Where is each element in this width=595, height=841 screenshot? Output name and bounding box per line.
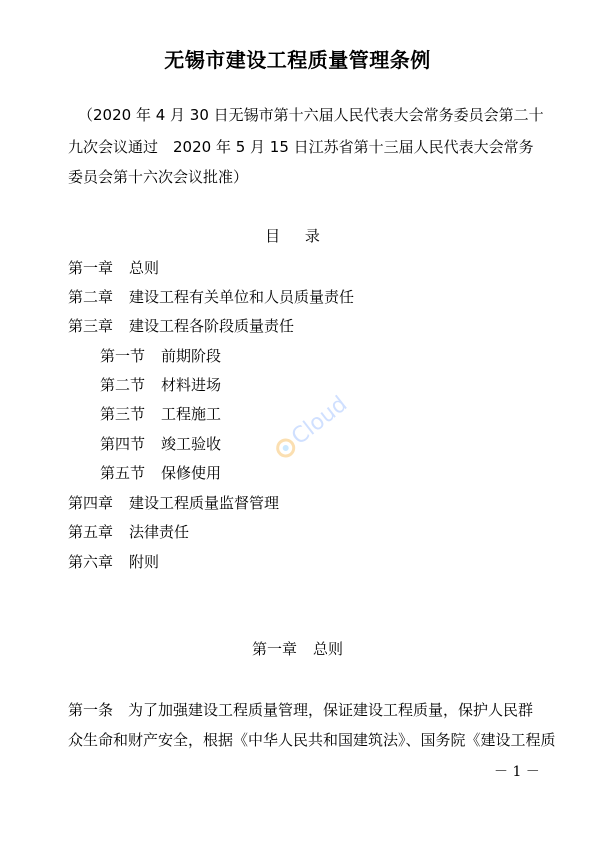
toc-item-number: 第二章: [68, 288, 114, 306]
toc-item-label: 总则: [129, 259, 160, 277]
toc-item-number: 第四章: [68, 494, 114, 512]
document-title: 无锡市建设工程质量管理条例: [164, 48, 431, 72]
toc-item: [68, 315, 294, 336]
chapter-label: 总则: [313, 640, 344, 658]
toc-item: [100, 345, 221, 366]
toc-item-label: 附则: [129, 553, 160, 571]
toc-item-number: 第六章: [68, 553, 114, 571]
toc-item-number: 第三节: [100, 405, 146, 423]
toc-item-label: 材料进场: [161, 376, 222, 394]
toc-item-label: 工程施工: [161, 405, 222, 423]
toc-item-number: 第一章: [68, 259, 114, 277]
article-1-line-2: 众生命和财产安全，根据《中华人民共和国建筑法》、国务院《建设工程质: [68, 731, 556, 749]
adoption-note-line-2: 九次会议通过 2020 年 5 月 15 日江苏省第十三届人民代表大会常务: [68, 138, 534, 156]
toc-item-label: 竣工验收: [161, 435, 222, 453]
toc-item-number: 第一节: [100, 347, 146, 365]
svg-text:Cloud: Cloud: [287, 391, 353, 451]
toc-item: [68, 286, 354, 307]
toc-item: [68, 521, 189, 542]
toc-item-number: 第四节: [100, 435, 146, 453]
toc-item: [68, 492, 279, 513]
toc-item-label: 建设工程各阶段质量责任: [129, 317, 295, 335]
toc-item: [68, 257, 159, 278]
toc-item-label: 保修使用: [161, 464, 222, 482]
article-1-line-1: 第一条 为了加强建设工程质量管理，保证建设工程质量，保护人民群: [68, 701, 534, 719]
adoption-note-line-3: 委员会第十六次会议批准）: [68, 168, 249, 186]
toc-item-number: 第二节: [100, 376, 146, 394]
toc-item: [68, 551, 159, 572]
toc-item: [100, 462, 221, 483]
adoption-note-line-1: （2020 年 4 月 30 日无锡市第十六届人民代表大会常务委员会第二十: [78, 106, 544, 124]
toc-item-label: 建设工程质量监督管理: [129, 494, 280, 512]
toc-item: [100, 374, 221, 395]
cloud-watermark-icon: [256, 382, 356, 462]
toc-item-number: 第五节: [100, 464, 146, 482]
chapter-number: 第一章: [251, 640, 297, 658]
chapter-heading: [0, 638, 595, 659]
toc-item-number: 第三章: [68, 317, 114, 335]
toc-title: 目 录: [265, 227, 330, 245]
toc-item-label: 法律责任: [129, 523, 190, 541]
toc-item-label: 建设工程有关单位和人员质量责任: [129, 288, 355, 306]
toc-item: [100, 433, 221, 454]
page-number: － 1 －: [494, 764, 540, 780]
toc-item-number: 第五章: [68, 523, 114, 541]
toc-item: [100, 403, 221, 424]
toc-item-label: 前期阶段: [161, 347, 222, 365]
